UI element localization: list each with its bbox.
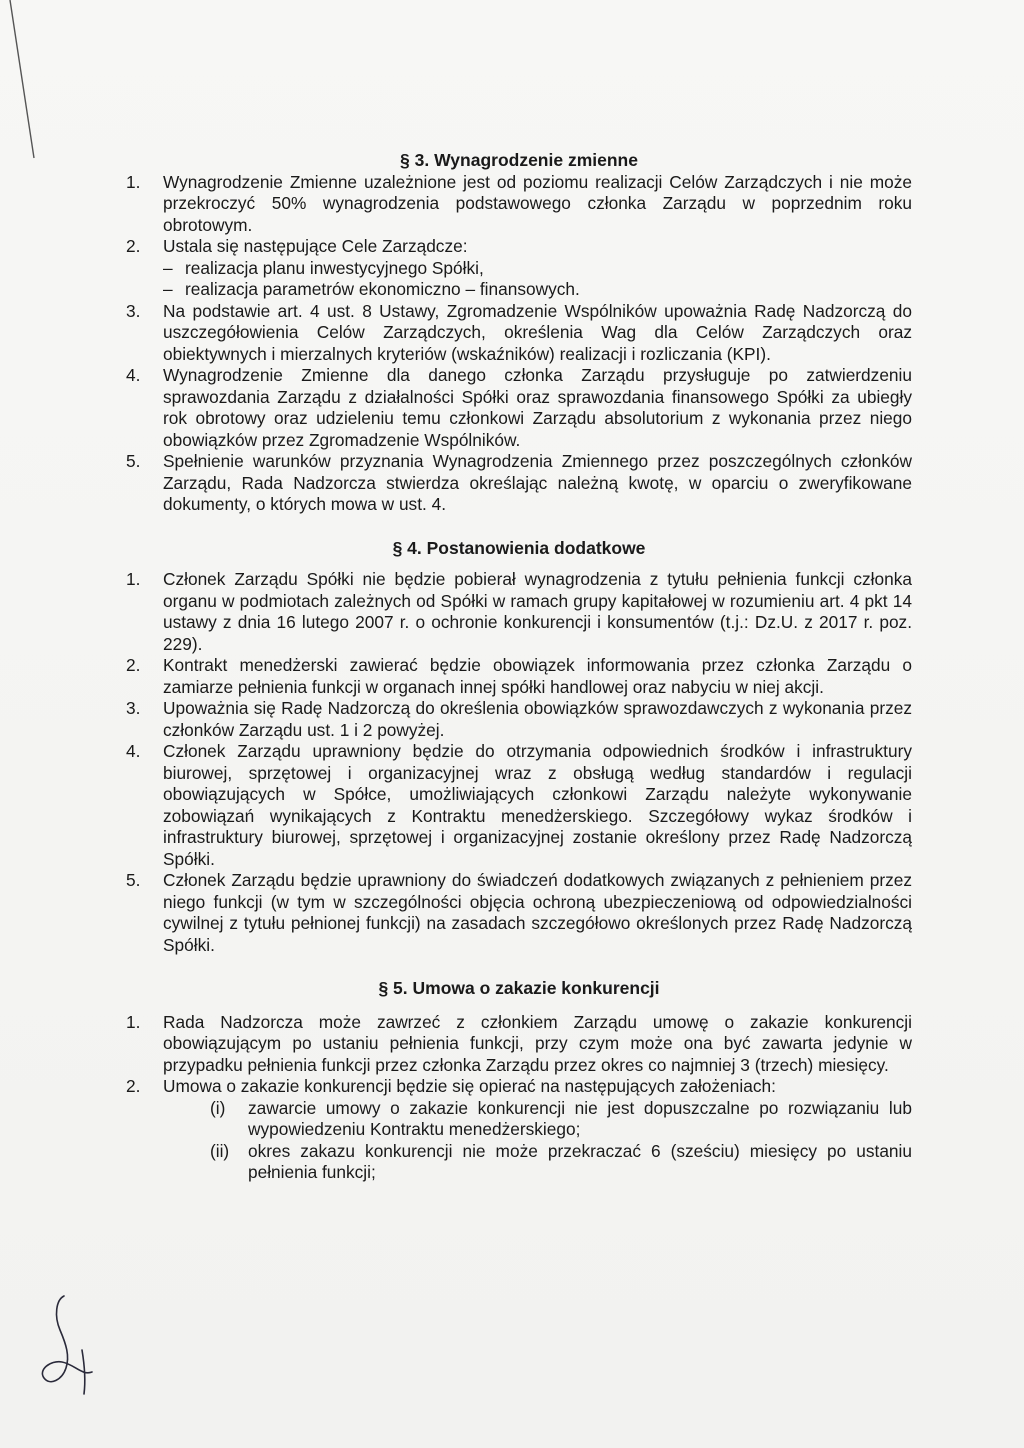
item-text: Członek Zarządu będzie uprawniony do świadczeń dodatkowych związanych z pełnieniem przez niego funkcji (w tym w szczególności objęcia ochroną ubezpieczeniową od odpowiedzialności cywilnej z tytułu pełnionej funkcji) na zasadach szczegółowo określonych przez Radę Nadzorczą Spółki. (163, 870, 912, 955)
goal-item (163, 258, 912, 280)
assumption-text: okres zakazu konkurencji nie może przekraczać 6 (sześciu) miesięcy po ustaniu pełnienia funkcji; (248, 1140, 912, 1182)
list-item (126, 569, 912, 655)
item-text: Ustala się następujące Cele Zarządcze: (163, 236, 468, 256)
assumption-item (210, 1141, 912, 1184)
item-text: Kontrakt menedżerski zawierać będzie obowiązek informowania przez członka Zarządu o zamiarze pełnienia funkcji w organach innej spółki handlowej oraz nabyciu w niej akcji. (163, 655, 912, 697)
assumptions-list (163, 1098, 912, 1184)
item-text: Rada Nadzorcza może zawrzeć z członkiem Zarządu umowę o zakazie konkurencji obowiązującym po ustaniu pełnienia funkcji, przy czym może ona być zawarta jedynie w przypadku pełnienia funkcji przez członka Zarządu przez okres co najmniej 3 (trzech) miesięcy. (163, 1011, 912, 1075)
list-item (126, 655, 912, 698)
assumption-item (210, 1098, 912, 1141)
item-number: 5. (126, 451, 141, 471)
roman-numeral: (ii) (210, 1140, 230, 1161)
list-item (126, 172, 912, 237)
list-item (126, 870, 912, 956)
item-text: Wynagrodzenie Zmienne uzależnione jest od poziomu realizacji Celów Zarządczych i nie może przekroczyć 50% wynagrodzenia podstawowego członka Zarządu w poprzednim roku obrotowym. (163, 171, 912, 235)
dash-bullet: – (163, 257, 173, 278)
goals-list (163, 258, 912, 301)
section-5-title: § 5. Umowa o zakazie konkurencji (378, 978, 660, 998)
handwritten-initials (26, 1290, 106, 1400)
item-text: Członek Zarządu uprawniony będzie do otrzymania odpowiednich środków i infrastruktury biurowej, sprzętowej i organizacyjnej wraz z obsługą według standardów i regulacji obowiązujących w Spółce, umożliwiających członkowi Zarządu należyte wykonywanie zobowiązań wynikających z Kontraktu menedżerskiego. Szczegółowy wykaz środków i infrastruktury biurowej, sprzętowej i organizacyjnej zostanie określony przez Radę Nadzorczą Spółki. (163, 741, 912, 869)
item-number: 1. (126, 171, 141, 192)
item-text: Umowa o zakazie konkurencji będzie się opierać na następujących założeniach: (163, 1076, 776, 1096)
item-text: Spełnienie warunków przyznania Wynagrodzenia Zmiennego przez poszczególnych członków Zarządu, Rada Nadzorcza stwierdza określając należną kwotę, w oparciu o zweryfikowane dokumenty, o których mowa w ust. 4. (163, 451, 912, 514)
item-text: Członek Zarządu Spółki nie będzie pobierał wynagrodzenia z tytułu pełnienia funkcji członka organu w podmiotach zależnych od Spółki w ramach grupy kapitałowej w rozumieniu art. 4 pkt 14 ustawy z dnia 16 lutego 2007 r. o ochronie konkurencji i konsumentów (t.j.: Dz.U. z 2017 r. poz. 229). (163, 569, 912, 654)
dash-bullet: – (163, 279, 173, 299)
item-text: Na podstawie art. 4 ust. 8 Ustawy, Zgromadzenie Wspólników upoważnia Radę Nadzorczą do uszczegółowienia Celów Zarządczych, określenia Wag dla Celów Zarządczych oraz obiektywnych i mierzalnych kryteriów (wskaźników) realizacji i rozliczania (KPI). (163, 300, 912, 364)
item-number: 1. (126, 1011, 141, 1032)
list-item (126, 365, 912, 451)
section-5-list (126, 1012, 912, 1184)
list-item (126, 1076, 912, 1184)
item-number: 3. (126, 698, 141, 718)
section-4-list (126, 569, 912, 956)
goal-item (163, 279, 912, 301)
list-item (126, 236, 912, 301)
section-3-title: § 3. Wynagrodzenie zmienne (400, 150, 638, 170)
goal-text: realizacja planu inwestycyjnego Spółki, (185, 257, 484, 278)
item-number: 4. (126, 365, 141, 385)
item-text: Upoważnia się Radę Nadzorczą do określenia obowiązków sprawozdawczych z wykonania przez członków Zarządu ust. 1 i 2 powyżej. (163, 698, 912, 740)
list-item (126, 301, 912, 366)
list-item (126, 698, 912, 741)
list-item (126, 741, 912, 870)
assumption-text: zawarcie umowy o zakazie konkurencji nie jest dopuszczalne po rozwiązaniu lub wypowiedzeniu Kontraktu menedżerskiego; (248, 1097, 912, 1139)
section-4-title: § 4. Postanowienia dodatkowe (392, 537, 646, 558)
item-text: Wynagrodzenie Zmienne dla danego członka Zarządu przysługuje po zatwierdzeniu sprawozdania Zarządu z działalności Spółki oraz sprawozdania finansowego Spółki za ubiegły rok obrotowy oraz udzieleniu temu członkowi Zarządu absolutorium z wykonania przez niego obowiązków przez Zgromadzenie Wspólników. (163, 365, 912, 450)
item-number: 2. (126, 655, 141, 675)
document-content (126, 150, 912, 1184)
list-item (126, 1012, 912, 1077)
roman-numeral: (i) (210, 1097, 226, 1118)
item-number: 3. (126, 300, 141, 321)
list-item (126, 451, 912, 516)
section-3-list (126, 172, 912, 516)
item-number: 2. (126, 1076, 141, 1096)
item-number: 4. (126, 741, 141, 761)
item-number: 5. (126, 870, 141, 890)
goal-text: realizacja parametrów ekonomiczno – finansowych. (185, 279, 580, 299)
item-number: 1. (126, 569, 141, 589)
item-number: 2. (126, 236, 141, 256)
page-edge-mark (8, 0, 36, 160)
